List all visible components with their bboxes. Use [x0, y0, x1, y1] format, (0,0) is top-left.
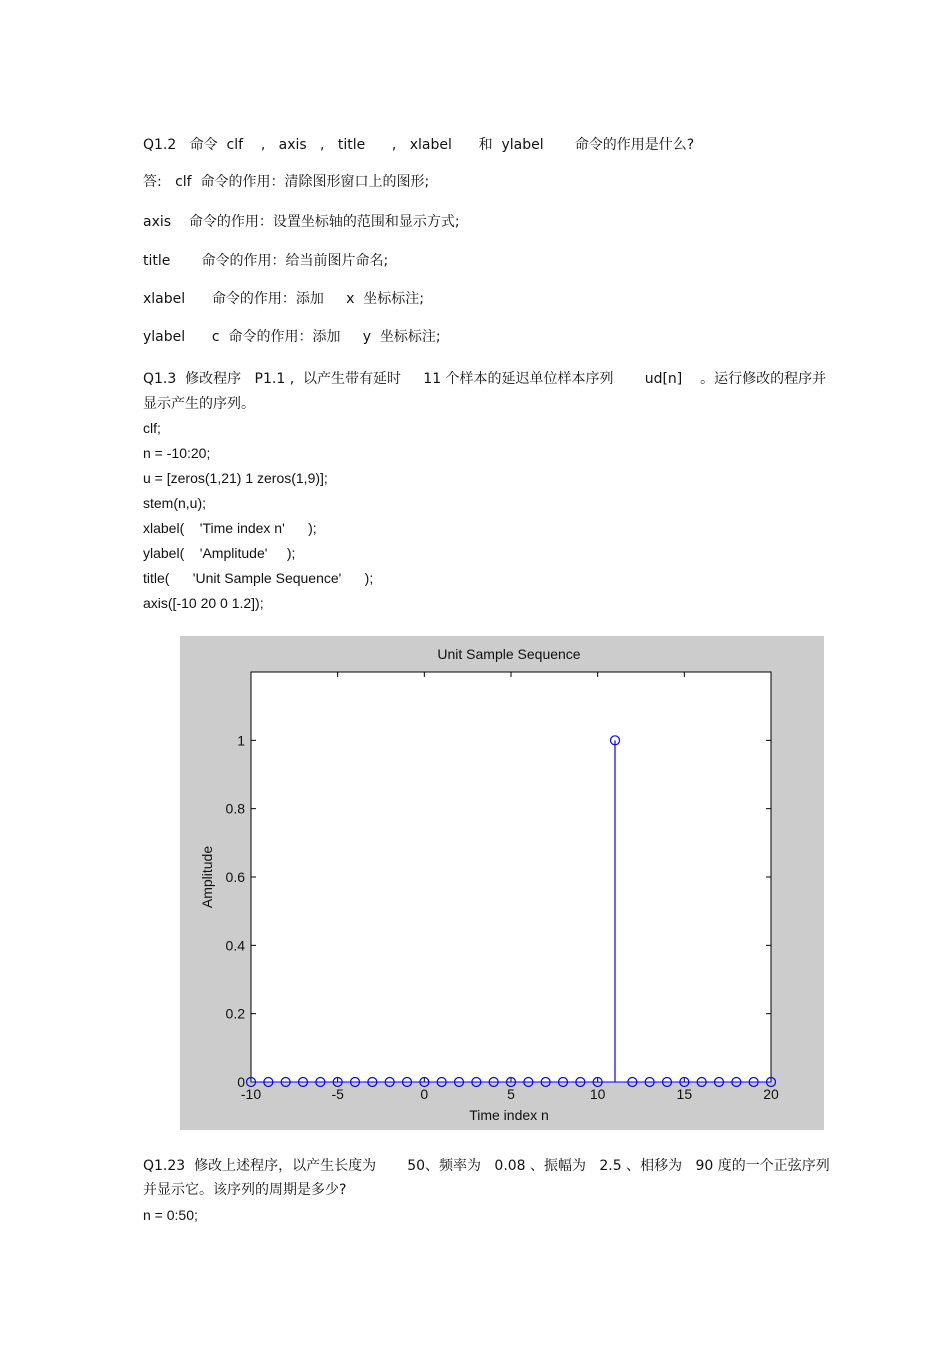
answer-xlabel: xlabel 命令的作用：添加 x 坐标标注;: [143, 291, 424, 307]
code-line: stem(n,u);: [143, 495, 207, 511]
code-line: clf;: [143, 420, 161, 436]
axes-area: [251, 672, 771, 1082]
y-tick-label: 0: [237, 1074, 245, 1090]
x-tick-label: 20: [763, 1086, 779, 1102]
x-axis-label: Time index n: [469, 1107, 549, 1123]
code-line: title( 'Unit Sample Sequence' );: [143, 570, 374, 586]
answer-ylabel: ylabel c 命令的作用：添加 y 坐标标注;: [143, 329, 441, 345]
y-tick-label: 1: [237, 732, 245, 749]
q13-question-line2: 显示产生的序列。: [143, 396, 255, 412]
x-tick-label: 10: [589, 1086, 606, 1102]
answer-axis: axis 命令的作用：设置坐标轴的范围和显示方式;: [143, 214, 460, 230]
code-line: xlabel( 'Time index n' );: [143, 520, 317, 536]
code-line: n = 0:50;: [143, 1207, 198, 1223]
chart-title: Unit Sample Sequence: [437, 646, 581, 662]
x-tick-label: -5: [331, 1086, 344, 1102]
answer-title: title 命令的作用：给当前图片命名;: [143, 253, 389, 269]
y-tick-label: 0.6: [225, 869, 245, 885]
x-tick-label: 15: [676, 1086, 693, 1102]
y-tick-label: 0.4: [225, 937, 245, 954]
stem-figure: [180, 636, 824, 1130]
q13-question-line1: Q1.3 修改程序 P1.1 , 以产生带有延时 11 个样本的延迟单位样本序列 ud[n] 。运行修改的程序并: [143, 371, 827, 387]
chart-svg: [180, 636, 824, 1130]
q12-question: Q1.2 命令 clf , axis , title , xlabel 和 ylabel 命令的作用是什么?: [143, 137, 695, 153]
q123-question-line2: 并显示它。该序列的周期是多少?: [143, 1182, 347, 1198]
x-tick-label: -10: [240, 1086, 262, 1102]
y-axis-label: Amplitude: [199, 845, 215, 909]
x-tick-label: 5: [507, 1086, 515, 1102]
q123-question-line1: Q1.23 修改上述程序，以产生长度为 50、频率为 0.08 、振幅为 2.5 、相移为 90 度的一个正弦序列: [143, 1158, 830, 1174]
y-tick-label: 0.2: [225, 1005, 245, 1022]
code-line: ylabel( 'Amplitude' );: [143, 545, 296, 561]
code-line: u = [zeros(1,21) 1 zeros(1,9)];: [143, 470, 328, 486]
code-line: n = -10:20;: [143, 445, 211, 461]
x-tick-label: 0: [420, 1086, 429, 1102]
code-line: axis([-10 20 0 1.2]);: [143, 595, 264, 611]
answer-clf: 答: clf 命令的作用：清除图形窗口上的图形;: [143, 174, 430, 190]
y-tick-label: 0.8: [225, 800, 245, 817]
